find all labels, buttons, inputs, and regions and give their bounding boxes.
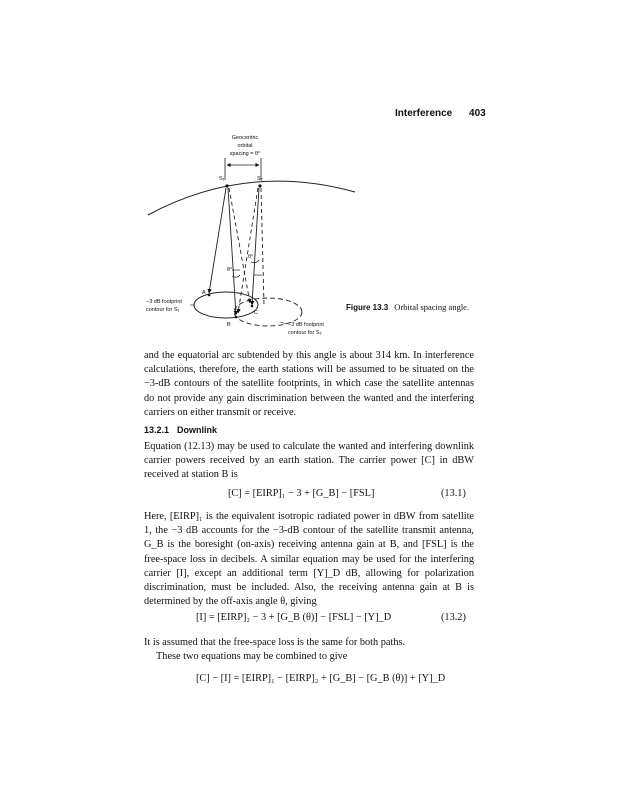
path-s1-to-c-dashed	[229, 188, 250, 303]
spacing-label-line3: spacing = θ°	[229, 151, 261, 157]
figure-number: Figure 13.3	[346, 303, 389, 312]
orbital-spacing-figure	[0, 0, 617, 340]
footprint-s1-label-line1: −3 dB footprint	[146, 299, 182, 305]
station-b-label: B	[227, 322, 231, 328]
satellite-s1-label: S₁	[219, 176, 225, 182]
paragraph-1: and the equatorial arc subtended by this angle is about 314 km. In interference calculations, therefore, the earth stations will be assumed to be situated on the −3-dB contours of the satellite footprints, in which case the satellite antennas do not provide any gain discrimination between the wanted and the interfering carriers on either transmit or receive.	[144, 350, 474, 418]
station-c	[251, 305, 254, 308]
satellite-s2	[258, 184, 261, 187]
theta-label-1: θ°	[227, 267, 233, 273]
path-dashed-extra	[261, 188, 264, 305]
figure-caption	[346, 302, 469, 312]
satellite-s2-label: S₂	[257, 176, 263, 182]
section-heading	[144, 425, 217, 435]
paragraph-4a: It is assumed that the free-space loss is the same for both paths.	[144, 637, 406, 648]
equation-13-2: [I] = [EIRP]₂ − 3 + [G_B (θ)] − [FSL] − [Y]_D	[196, 612, 392, 623]
section-number: 13.2.1	[144, 425, 170, 435]
section-title: Downlink	[177, 425, 218, 435]
equation-13-2-label: (13.2)	[441, 612, 466, 623]
figure-caption-text: Orbital spacing angle.	[394, 302, 470, 312]
running-title: Interference	[395, 108, 453, 119]
satellite-s1	[225, 184, 228, 187]
page-number: 403	[469, 108, 486, 119]
footprint-s2-label-line1: −3 dB footprint	[288, 322, 324, 328]
station-a-label: A	[202, 290, 206, 296]
paragraph-4b: These two equations may be combined to give	[156, 651, 348, 663]
paragraph-4	[144, 636, 474, 664]
footprint-s1-label-line2: contour for S₁	[146, 307, 180, 313]
paragraph-3: Here, [EIRP]₁ is the equivalent isotropic radiated power in dBW from satellite 1, the −3 dB accounts for the −3-dB contour of the satellite transmit antenna, G_B is the boresight (on-axis) receiving antenna gain at B, and [FSL] is the free-space loss in decibels. A similar equation may be used for the interfering carrier [I], except an additional term [Y]_D dB, allowing for polarization discrimination, must be included. Also, the receiving antenna gain at B is determined by the off-axis angle θ, giving	[144, 511, 474, 608]
spacing-label-line2: orbital	[237, 143, 253, 149]
station-c-label: C	[254, 310, 258, 316]
path-s1-to-b	[228, 188, 236, 315]
equation-13-1-label: (13.1)	[441, 488, 466, 499]
equation-13-1: [C] = [EIRP]₁ − 3 + [G_B] − [FSL]	[228, 488, 375, 499]
footprint-s2-label-line2: contour for S₂	[288, 330, 322, 336]
station-b	[235, 316, 238, 319]
spacing-label-line1: Geocentric	[231, 135, 259, 141]
footprint-s2-leader	[280, 322, 287, 324]
paragraph-2: Equation (12.13) may be used to calculate the wanted and interfering downlink carrier powers received by an earth station. The carrier power [C] in dBW received at station B is	[144, 441, 474, 481]
orbit-arc	[148, 181, 355, 215]
station-a	[208, 294, 211, 297]
path-s1-to-a	[209, 188, 226, 293]
theta-label-2: θ°	[248, 254, 254, 260]
equation-combined: [C] − [I] = [EIRP]₁ − [EIRP]₂ + [G_B] − [G_B (θ)] + [Y]_D	[196, 673, 446, 684]
